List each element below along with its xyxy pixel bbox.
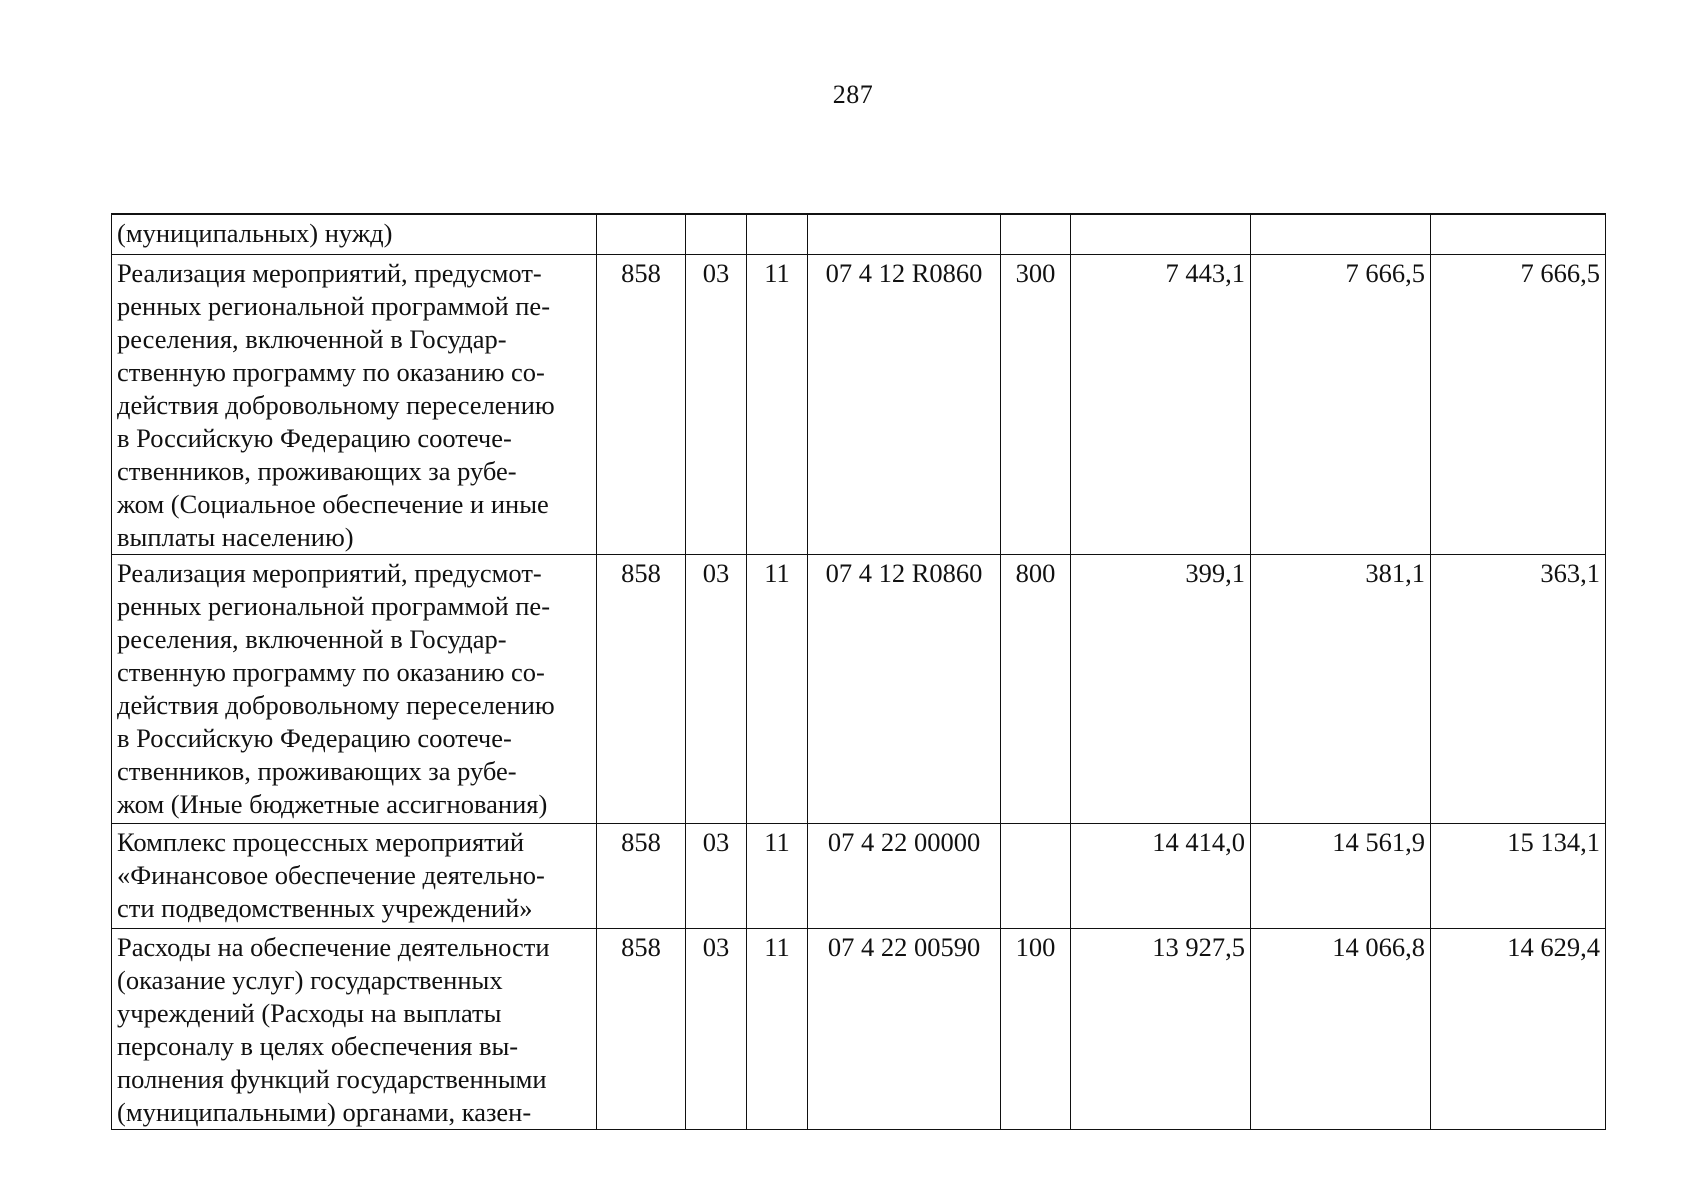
subsection-code: 11: [747, 554, 808, 823]
ministry-code: 858: [597, 823, 686, 928]
subsection-code: 11: [747, 928, 808, 1129]
ministry-code: 858: [597, 554, 686, 823]
sum-year-2: 7 666,5: [1251, 254, 1431, 554]
sum-year-2: 14 066,8: [1251, 928, 1431, 1129]
target-code: 07 4 22 00590: [808, 928, 1001, 1129]
table-row: [112, 554, 1606, 823]
table-row: [112, 214, 1606, 254]
target-code: 07 4 22 00000: [808, 823, 1001, 928]
target-code: 07 4 12 R0860: [808, 554, 1001, 823]
subsection-code: 11: [747, 823, 808, 928]
table-row: [112, 823, 1606, 928]
row-description: Реализация мероприятий, предусмот- ренных региональной программой пе- реселения, включенной в Государ- ственную программу по оказанию со- действия добровольному переселению в Российскую Федерацию соотече- ственников, проживающих за рубе- жом (Иные бюджетные ассигнования): [112, 554, 597, 823]
target-code: [808, 214, 1001, 254]
ministry-code: [597, 214, 686, 254]
section-code: [686, 214, 747, 254]
ministry-code: 858: [597, 928, 686, 1129]
sum-year-2: [1251, 214, 1431, 254]
sum-year-1: 14 414,0: [1071, 823, 1251, 928]
sum-year-1: 399,1: [1071, 554, 1251, 823]
sum-year-3: 7 666,5: [1431, 254, 1606, 554]
expense-type-code: 800: [1001, 554, 1071, 823]
subsection-code: [747, 214, 808, 254]
budget-table: [111, 213, 1606, 1130]
section-code: 03: [686, 823, 747, 928]
subsection-code: 11: [747, 254, 808, 554]
section-code: 03: [686, 254, 747, 554]
expense-type-code: [1001, 214, 1071, 254]
sum-year-1: [1071, 214, 1251, 254]
sum-year-2: 381,1: [1251, 554, 1431, 823]
sum-year-1: 13 927,5: [1071, 928, 1251, 1129]
page-number: 287: [832, 80, 874, 109]
expense-type-code: [1001, 823, 1071, 928]
section-code: 03: [686, 928, 747, 1129]
ministry-code: 858: [597, 254, 686, 554]
section-code: 03: [686, 554, 747, 823]
row-description: Расходы на обеспечение деятельности (оказание услуг) государственных учреждений (Расходы на выплаты персоналу в целях обеспечения вы- полнения функций государственными (муниципальными) органами, казен-: [112, 928, 597, 1129]
sum-year-3: 363,1: [1431, 554, 1606, 823]
row-description: Реализация мероприятий, предусмот- ренных региональной программой пе- реселения, включенной в Государ- ственную программу по оказанию со- действия добровольному переселению в Российскую Федерацию соотече- ственников, проживающих за рубе- жом (Социальное обеспечение и иные выплаты населению): [112, 254, 597, 554]
sum-year-3: 14 629,4: [1431, 928, 1606, 1129]
expense-type-code: 100: [1001, 928, 1071, 1129]
sum-year-3: [1431, 214, 1606, 254]
expense-type-code: 300: [1001, 254, 1071, 554]
row-description: Комплекс процессных мероприятий «Финансовое обеспечение деятельно- сти подведомственных учреждений»: [112, 823, 597, 928]
sum-year-1: 7 443,1: [1071, 254, 1251, 554]
table-row: [112, 928, 1606, 1129]
target-code: 07 4 12 R0860: [808, 254, 1001, 554]
sum-year-3: 15 134,1: [1431, 823, 1606, 928]
row-description: (муниципальных) нужд): [112, 214, 597, 254]
sum-year-2: 14 561,9: [1251, 823, 1431, 928]
table-row: [112, 254, 1606, 554]
